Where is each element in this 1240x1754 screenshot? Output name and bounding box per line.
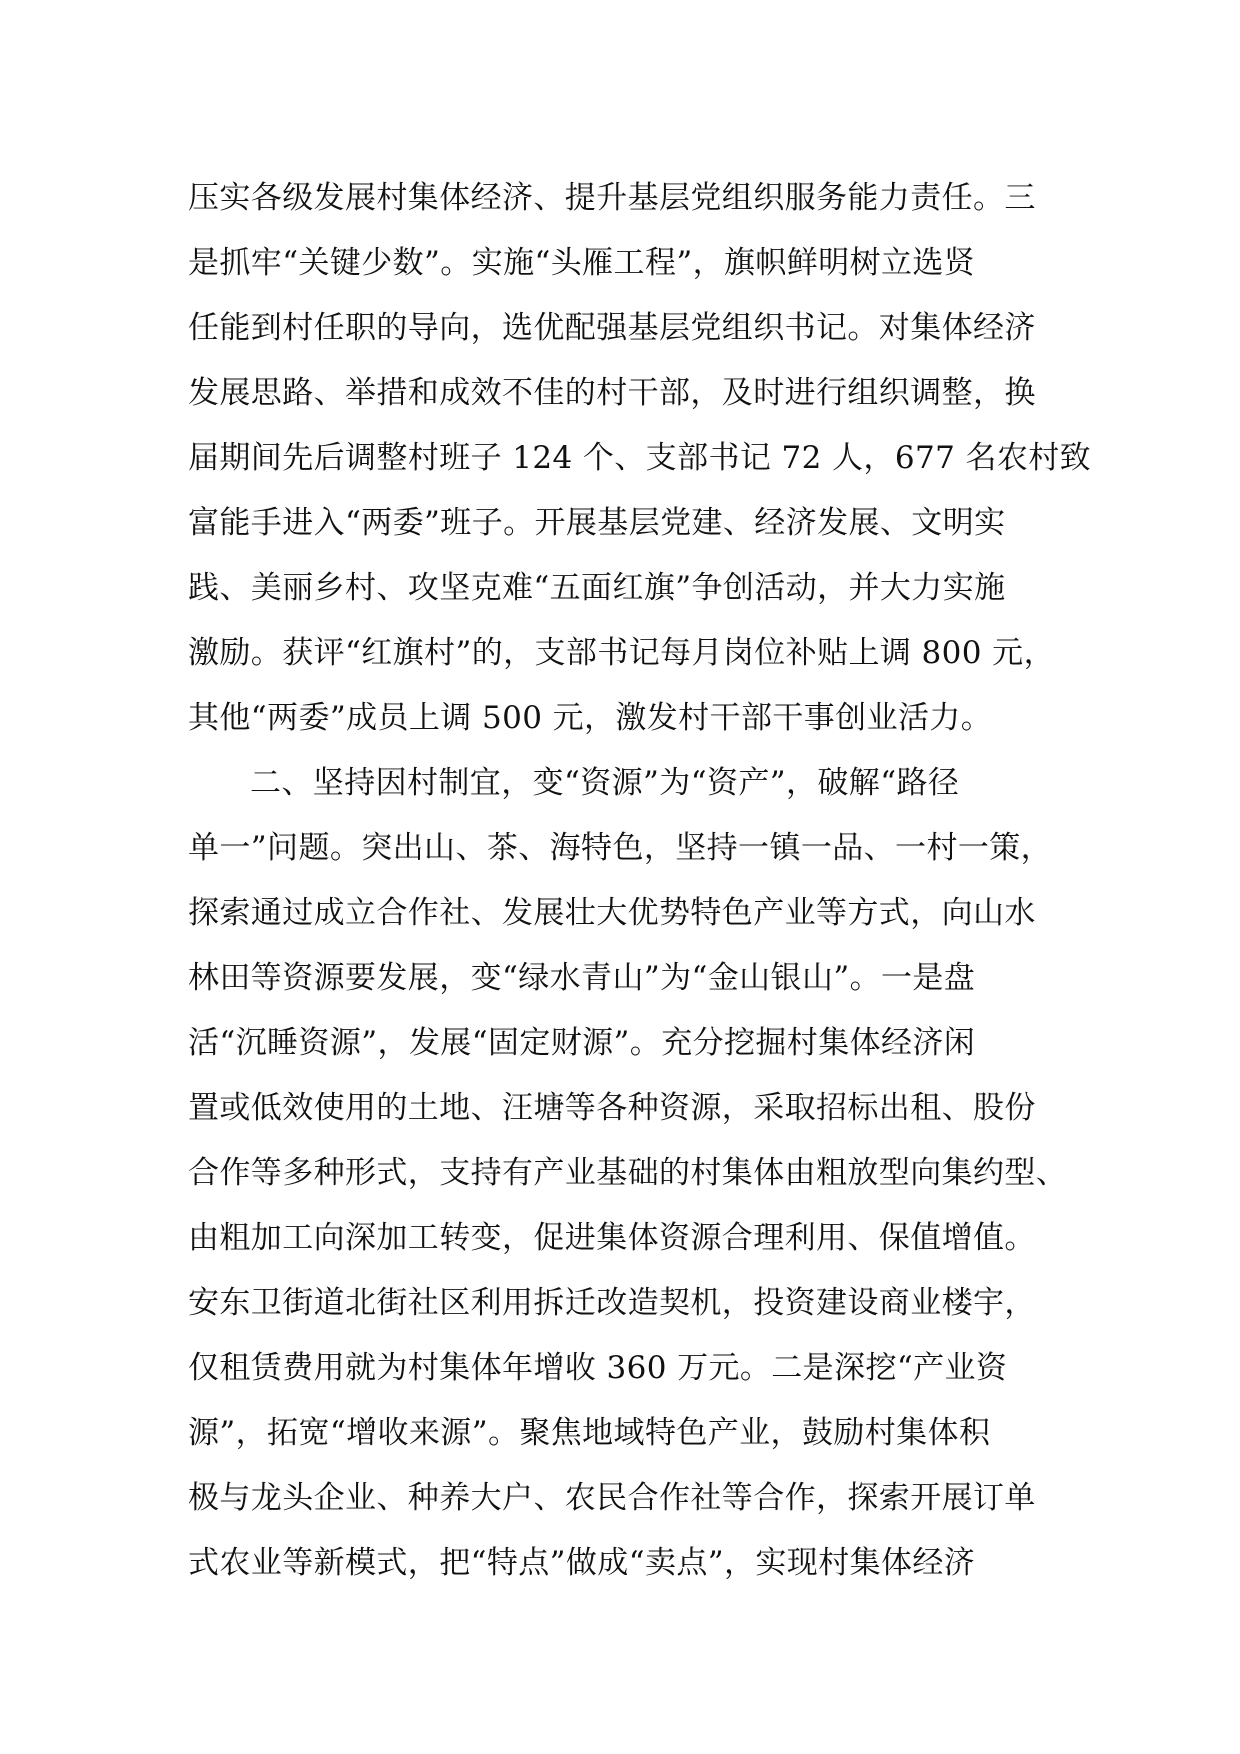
text-line: 源”，拓宽“增收来源”。聚焦地域特色产业，鼓励村集体积 <box>188 1415 991 1451</box>
text-line: 林田等资源要发展，变“绿水青山”为“金山银山”。一是盘 <box>188 960 976 996</box>
text-line: 富能手进入“两委”班子。开展基层党建、经济发展、文明实 <box>188 505 1006 541</box>
text-line: 压实各级发展村集体经济、提升基层党组织服务能力责任。三 <box>188 180 1036 216</box>
text-line: 是抓牢“关键少数”。实施“头雁工程”，旗帜鲜明树立选贤 <box>188 245 976 281</box>
text-line: 极与龙头企业、种养大户、农民合作社等合作，探索开展订单 <box>188 1480 1036 1516</box>
body-text <box>188 166 1092 1596</box>
text-line: 届期间先后调整村班子 124 个、支部书记 72 人，677 名农村致 <box>188 440 1092 476</box>
text-line: 践、美丽乡村、攻坚克难“五面红旗”争创活动，并大力实施 <box>188 570 1006 606</box>
text-line: 由粗加工向深加工转变，促进集体资源合理利用、保值增值。 <box>188 1220 1036 1256</box>
text-line: 单一”问题。突出山、茶、海特色，坚持一镇一品、一村一策， <box>188 830 1053 866</box>
text-line: 式农业等新模式，把“特点”做成“卖点”，实现村集体经济 <box>188 1545 976 1581</box>
text-line: 探索通过成立合作社、发展壮大优势特色产业等方式，向山水 <box>188 895 1036 931</box>
text-line: 置或低效使用的土地、汪塘等各种资源，采取招标出租、股份 <box>188 1090 1036 1126</box>
text-line: 激励。获评“红旗村”的，支部书记每月岗位补贴上调 800 元， <box>188 635 1055 671</box>
text-line: 活“沉睡资源”，发展“固定财源”。充分挖掘村集体经济闲 <box>188 1025 976 1061</box>
text-line: 任能到村任职的导向，选优配强基层党组织书记。对集体经济 <box>188 310 1036 346</box>
paragraph-start-line: 二、坚持因村制宜，变“资源”为“资产”，破解“路径 <box>250 765 960 801</box>
text-line: 仅租赁费用就为村集体年增收 360 万元。二是深挖“产业资 <box>188 1350 1008 1386</box>
text-line: 发展思路、举措和成效不佳的村干部，及时进行组织调整，换 <box>188 375 1036 411</box>
text-line: 安东卫街道北街社区利用拆迁改造契机，投资建设商业楼宇， <box>188 1285 1036 1321</box>
text-line: 其他“两委”成员上调 500 元，激发村干部干事创业活力。 <box>188 700 993 736</box>
text-line: 合作等多种形式，支持有产业基础的村集体由粗放型向集约型、 <box>188 1155 1068 1191</box>
